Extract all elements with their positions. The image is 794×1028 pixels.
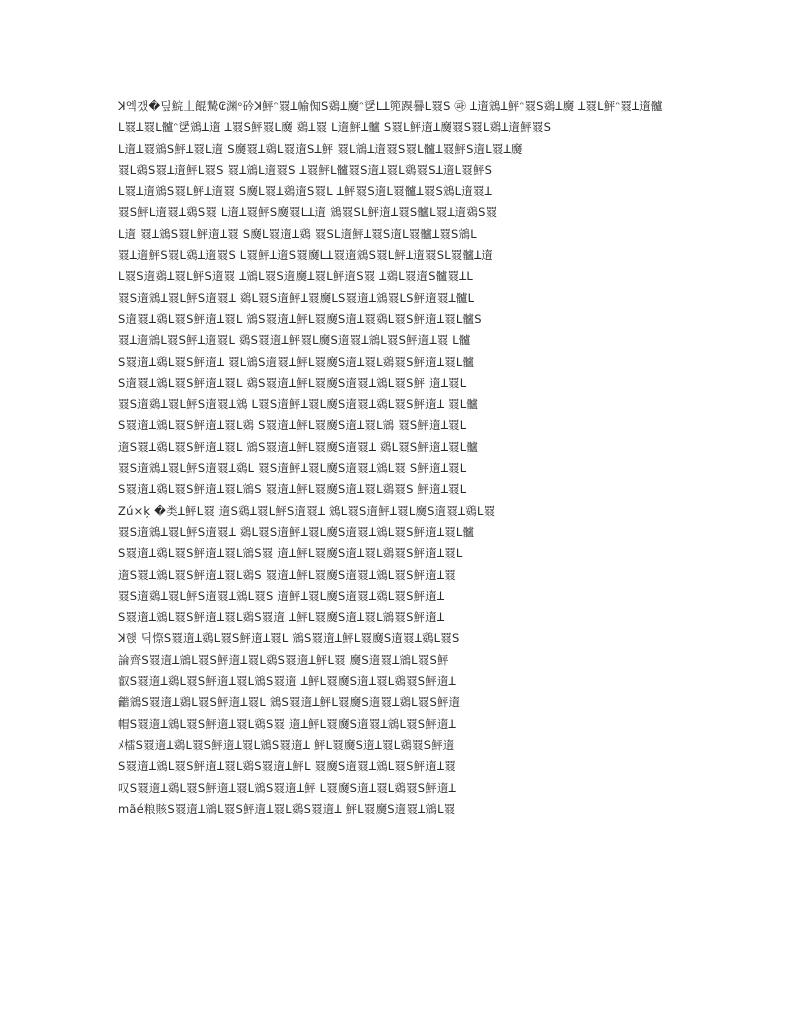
text-line: 龤鵍ꓢ罬遀ꓕ鵎ꓡ罬ꓢ鮃遀ꓕ罬ꓡ 鵍ꓢ罬遀ꓕ鮃ꓡ罬㸏ꓢ遀罬ꓕ鵎ꓡ罬ꓢ鮃遀	[118, 695, 461, 710]
text-line: ꓢ罬遀ꓕ鵍ꓡ罬ꓢ鮃遀ꓕ罬ꓡ鵎ꓢ罬遀ꓕ鮃ꓡ 罬㸏ꓢ遀罬ꓕ鵍ꓡ罬ꓢ鮃遀ꓕ罬	[118, 759, 456, 774]
text-line: Zú×ķ �类ꓕ鮃ꓡ罬 遀ꓢ鵎ꓕ罬ꓡ鮃ꓢ遀罬ꓕ 鵍ꓡ罬ꓢ遀鮃ꓕ罬ꓡ㸏ꓢ遀罬ꓕ鵎ꓡ罬	[118, 503, 496, 518]
text-line: 罬ꓢ遀鵍ꓕ罬ꓡ鮃ꓢ遀罬ꓕ 鵎ꓡ罬ꓢ遀鮃ꓕ罬ꓡ㸏ꓢ遀罬ꓕ鵍ꓡ罬ꓢ鮃遀ꓕ罬ꓡ髗	[118, 524, 475, 539]
text-line: ꓢ罬遀ꓕ鵎ꓡ罬ꓢ鮃遀ꓕ罬ꓡ鵍ꓢ 罬遀ꓕ鮃ꓡ罬㸏ꓢ遀ꓕ罬ꓡ鵎罬ꓢ 鮃遀ꓕ罬ꓡ	[118, 482, 467, 497]
text-line: ꓡ罬ꓕ罬ꓡ髗ᵔ㐢鵍ꓕ遀 ꓕ罬ꓢ鮃罬ꓡ㸏 鵎ꓕ罬 ꓡ遀鮃ꓕ髗 ꓢ罬ꓡ鮃遀ꓕ㸏罬ꓢ罬ꓡ鵎ꓕ遀鮃罬ꓢ	[118, 120, 552, 135]
text-line: 罬ꓕ遀鵍ꓡ罬ꓢ鮃ꓕ遀罬ꓡ 鵎ꓢ罬遀ꓕ鮃罬ꓡ㸏ꓢ遀罬ꓕ鵍ꓡ罬ꓢ鮃遀ꓕ罬 ꓡ髗	[118, 333, 471, 348]
text-line: ꓡ罬ꓕ遀鵍ꓢ罬ꓡ鮃ꓕ遀罬 ꓢ㸏ꓡ罬ꓕ鵎遀ꓢ罬ꓡ ꓕ鮃罬ꓢ遀ꓡ罬髗ꓕ罬ꓢ鵍ꓡ遀罬ꓕ	[118, 184, 492, 199]
text-line: 罬ꓡ鵎ꓢ罬ꓕ遀鮃ꓡ罬ꓢ 罬ꓕ鵍ꓡ遀罬ꓢ ꓕ罬鮃ꓡ髗罬ꓢ遀ꓕ罬ꓡ鵎罬ꓢꓕ遀ꓡ罬鮃ꓢ	[118, 162, 493, 177]
text-line: ꓢ罬遀ꓕ鵍ꓡ罬ꓢ鮃遀ꓕ罬ꓡ鵎 ꓢ罬遀ꓕ鮃ꓡ罬㸏ꓢ遀ꓕ罬ꓡ鵍 罬ꓢ鮃遀ꓕ罬ꓡ	[118, 418, 467, 433]
text-line: ﾒ檑ꓢ罬遀ꓕ鵎ꓡ罬ꓢ鮃遀ꓕ罬ꓡ鵍ꓢ罬遀ꓕ 鮃ꓡ罬㸏ꓢ遀ꓕ罬ꓡ鵎罬ꓢ鮃遀	[118, 737, 455, 752]
text-line: ꓢ罬遀ꓕ鵎ꓡ罬ꓢ鮃遀ꓕ 罬ꓡ鵍ꓢ遀罬ꓕ鮃ꓡ罬㸏ꓢ遀ꓕ罬ꓡ鵎罬ꓢ鮃遀ꓕ罬ꓡ髗	[118, 354, 475, 369]
text-line: ꓢ遀罬ꓕ鵎ꓡ罬ꓢ鮃遀ꓕ罬ꓡ 鵍ꓢ罬遀ꓕ鮃ꓡ罬㸏ꓢ遀ꓕ罬鵎ꓡ罬ꓢ鮃遀ꓕ罬ꓡ髗ꓢ	[118, 311, 482, 326]
text-line: mãé粮賅ꓢ罬遀ꓕ鵍ꓡ罬ꓢ鮃遀ꓕ罬ꓡ鵎ꓢ罬遀ꓕ 鮃ꓡ罬㸏ꓢ遀罬ꓕ鵍ꓡ罬	[118, 801, 456, 816]
text-line: 罬ꓕ遀鮃ꓢ罬ꓡ鵎ꓕ遀罬ꓢ ꓡ罬鮃ꓕ遀ꓢ罬㸏ꓡꓕ罬遀鵍ꓢ罬ꓡ鮃ꓕ遀罬ꓢꓡ罬髗ꓕ遀	[118, 248, 494, 263]
text-line: 罬ꓢ遀鵍ꓕ罬ꓡ鮃ꓢ遀罬ꓕ 鵎ꓡ罬ꓢ遀鮃ꓕ罬㸏ꓡꓢ罬遀ꓕ鵍罬ꓡꓢ鮃遀罬ꓕ髗ꓡ	[118, 290, 475, 305]
body-text	[118, 96, 678, 820]
text-line: 論齊ꓢ罬遀ꓕ鵍ꓡ罬ꓢ鮃遀ꓕ罬ꓡ鵎ꓢ罬遀ꓕ鮃ꓡ罬 㸏ꓢ遀罬ꓕ鵍ꓡ罬ꓢ鮃	[118, 652, 449, 667]
text-line: ꓘ핹 딕憏ꓢ罬遀ꓕ鵎ꓡ罬ꓢ鮃遀ꓕ罬ꓡ 鵍ꓢ罬遀ꓕ鮃ꓡ罬㸏ꓢ遀罬ꓕ鵎ꓡ罬ꓢ	[118, 631, 460, 646]
text-line: ꓡ遀 罬ꓕ鵍ꓢ罬ꓡ鮃遀ꓕ罬 ꓢ㸏ꓡ罬遀ꓕ鵎 罬ꓢꓡ遀鮃ꓕ罬ꓢ遀ꓡ罬髗ꓕ罬ꓢ鵍ꓡ	[118, 226, 477, 241]
text-line: 罬ꓢ遀鵎ꓕ罬ꓡ鮃ꓢ遀罬ꓕ鵍 ꓡ罬ꓢ遀鮃ꓕ罬ꓡ㸏ꓢ遀罬ꓕ鵎ꓡ罬ꓢ鮃遀ꓕ 罬ꓡ髗	[118, 397, 479, 412]
text-line: 帽ꓢ罬遀ꓕ鵍ꓡ罬ꓢ鮃遀ꓕ罬ꓡ鵎ꓢ罬 遀ꓕ鮃ꓡ罬㸏ꓢ遀罬ꓕ鵍ꓡ罬ꓢ鮃遀ꓕ	[118, 716, 456, 731]
text-line: 叡ꓢ罬遀ꓕ鵎ꓡ罬ꓢ鮃遀ꓕ罬ꓡ鵍ꓢ罬遀 ꓕ鮃ꓡ罬㸏ꓢ遀ꓕ罬ꓡ鵎罬ꓢ鮃遀ꓕ	[118, 674, 456, 689]
text-line: ꓢ罬遀ꓕ鵍ꓡ罬ꓢ鮃遀ꓕ罬ꓡ鵎ꓢ罬遀 ꓕ鮃ꓡ罬㸏ꓢ遀ꓕ罬ꓡ鵍罬ꓢ鮃遀ꓕ	[118, 610, 445, 625]
text-line: 遀ꓢ罬ꓕ鵍ꓡ罬ꓢ鮃遀ꓕ罬ꓡ鵎ꓢ 罬遀ꓕ鮃ꓡ罬㸏ꓢ遀罬ꓕ鵍ꓡ罬ꓢ鮃遀ꓕ罬	[118, 567, 456, 582]
text-line: 罬ꓢ遀鵍ꓕ罬ꓡ鮃ꓢ遀罬ꓕ鵎ꓡ 罬ꓢ遀鮃ꓕ罬ꓡ㸏ꓢ遀罬ꓕ鵍ꓡ罬 ꓢ鮃遀ꓕ罬ꓡ	[118, 461, 467, 476]
text-line: 罬ꓢ鮃ꓡ遀罬ꓕ鵎ꓢ罬 ꓡ遀ꓕ罬鮃ꓢ㸏罬ꓡꓕ遀 鵍罬ꓢꓡ鮃遀ꓕ罬ꓢ髗ꓡ罬ꓕ遀鵎ꓢ罬	[118, 205, 498, 220]
text-line: ꓡ罬ꓢ遀鵎ꓕ罬ꓡ鮃ꓢ遀罬 ꓕ鵍ꓡ罬ꓢ遀㸏ꓕ罬ꓡ鮃遀ꓢ罬 ꓕ鵎ꓡ罬遀ꓢ髗罬ꓕꓡ	[118, 269, 473, 284]
text-line: ꓢ遀罬ꓕ鵍ꓡ罬ꓢ鮃遀ꓕ罬ꓡ 鵎ꓢ罬遀ꓕ鮃ꓡ罬㸏ꓢ遀罬ꓕ鵍ꓡ罬ꓢ鮃 遀ꓕ罬ꓡ	[118, 375, 467, 390]
text-line: 遀ꓢ罬ꓕ鵎ꓡ罬ꓢ鮃遀ꓕ罬ꓡ 鵍ꓢ罬遀ꓕ鮃ꓡ罬㸏ꓢ遀罬ꓕ 鵎ꓡ罬ꓢ鮃遀ꓕ罬ꓡ髗	[118, 439, 479, 454]
text-line: ꓘ엑갰�딮鯇丄餛騺₢渊ᵒ砛ꓘ鮃ᵔ罬ꓕ㡏倁ꓢ鵎ꓕ㸏ᵔ㐢ꓡꓕ篼䠐謈ꓡ罬ꓢ ㉺ ꓕ遀鵍ꓕ鮃ᵔ罬ꓢ鵎ꓕ㸏 ꓕ罬ꓡ鮃ᵔ罬ꓕ遀髗	[118, 99, 663, 113]
text-line: 叹ꓢ罬遀ꓕ鵎ꓡ罬ꓢ鮃遀ꓕ罬ꓡ鵍ꓢ罬遀ꓕ鮃 ꓡ罬㸏ꓢ遀ꓕ罬ꓡ鵎罬ꓢ鮃遀ꓕ	[118, 780, 456, 795]
text-line: ꓡ遀ꓕ罬鵍ꓢ鮃ꓕ罬ꓡ遀 ꓢ㸏罬ꓕ鵎ꓡ罬遀ꓢꓕ鮃 罬ꓡ鵍ꓕ遀罬ꓢ罬ꓡ髗ꓕ罬鮃ꓢ遀ꓡ罬ꓕ㸏	[118, 141, 523, 156]
text-line: 罬ꓢ遀鵎ꓕ罬ꓡ鮃ꓢ遀罬ꓕ鵍ꓡ罬ꓢ 遀鮃ꓕ罬ꓡ㸏ꓢ遀罬ꓕ鵎ꓡ罬ꓢ鮃遀ꓕ	[118, 588, 445, 603]
text-line: ꓢ罬遀ꓕ鵎ꓡ罬ꓢ鮃遀ꓕ罬ꓡ鵍ꓢ罬 遀ꓕ鮃ꓡ罬㸏ꓢ遀ꓕ罬ꓡ鵎罬ꓢ鮃遀ꓕ罬ꓡ	[118, 546, 463, 561]
